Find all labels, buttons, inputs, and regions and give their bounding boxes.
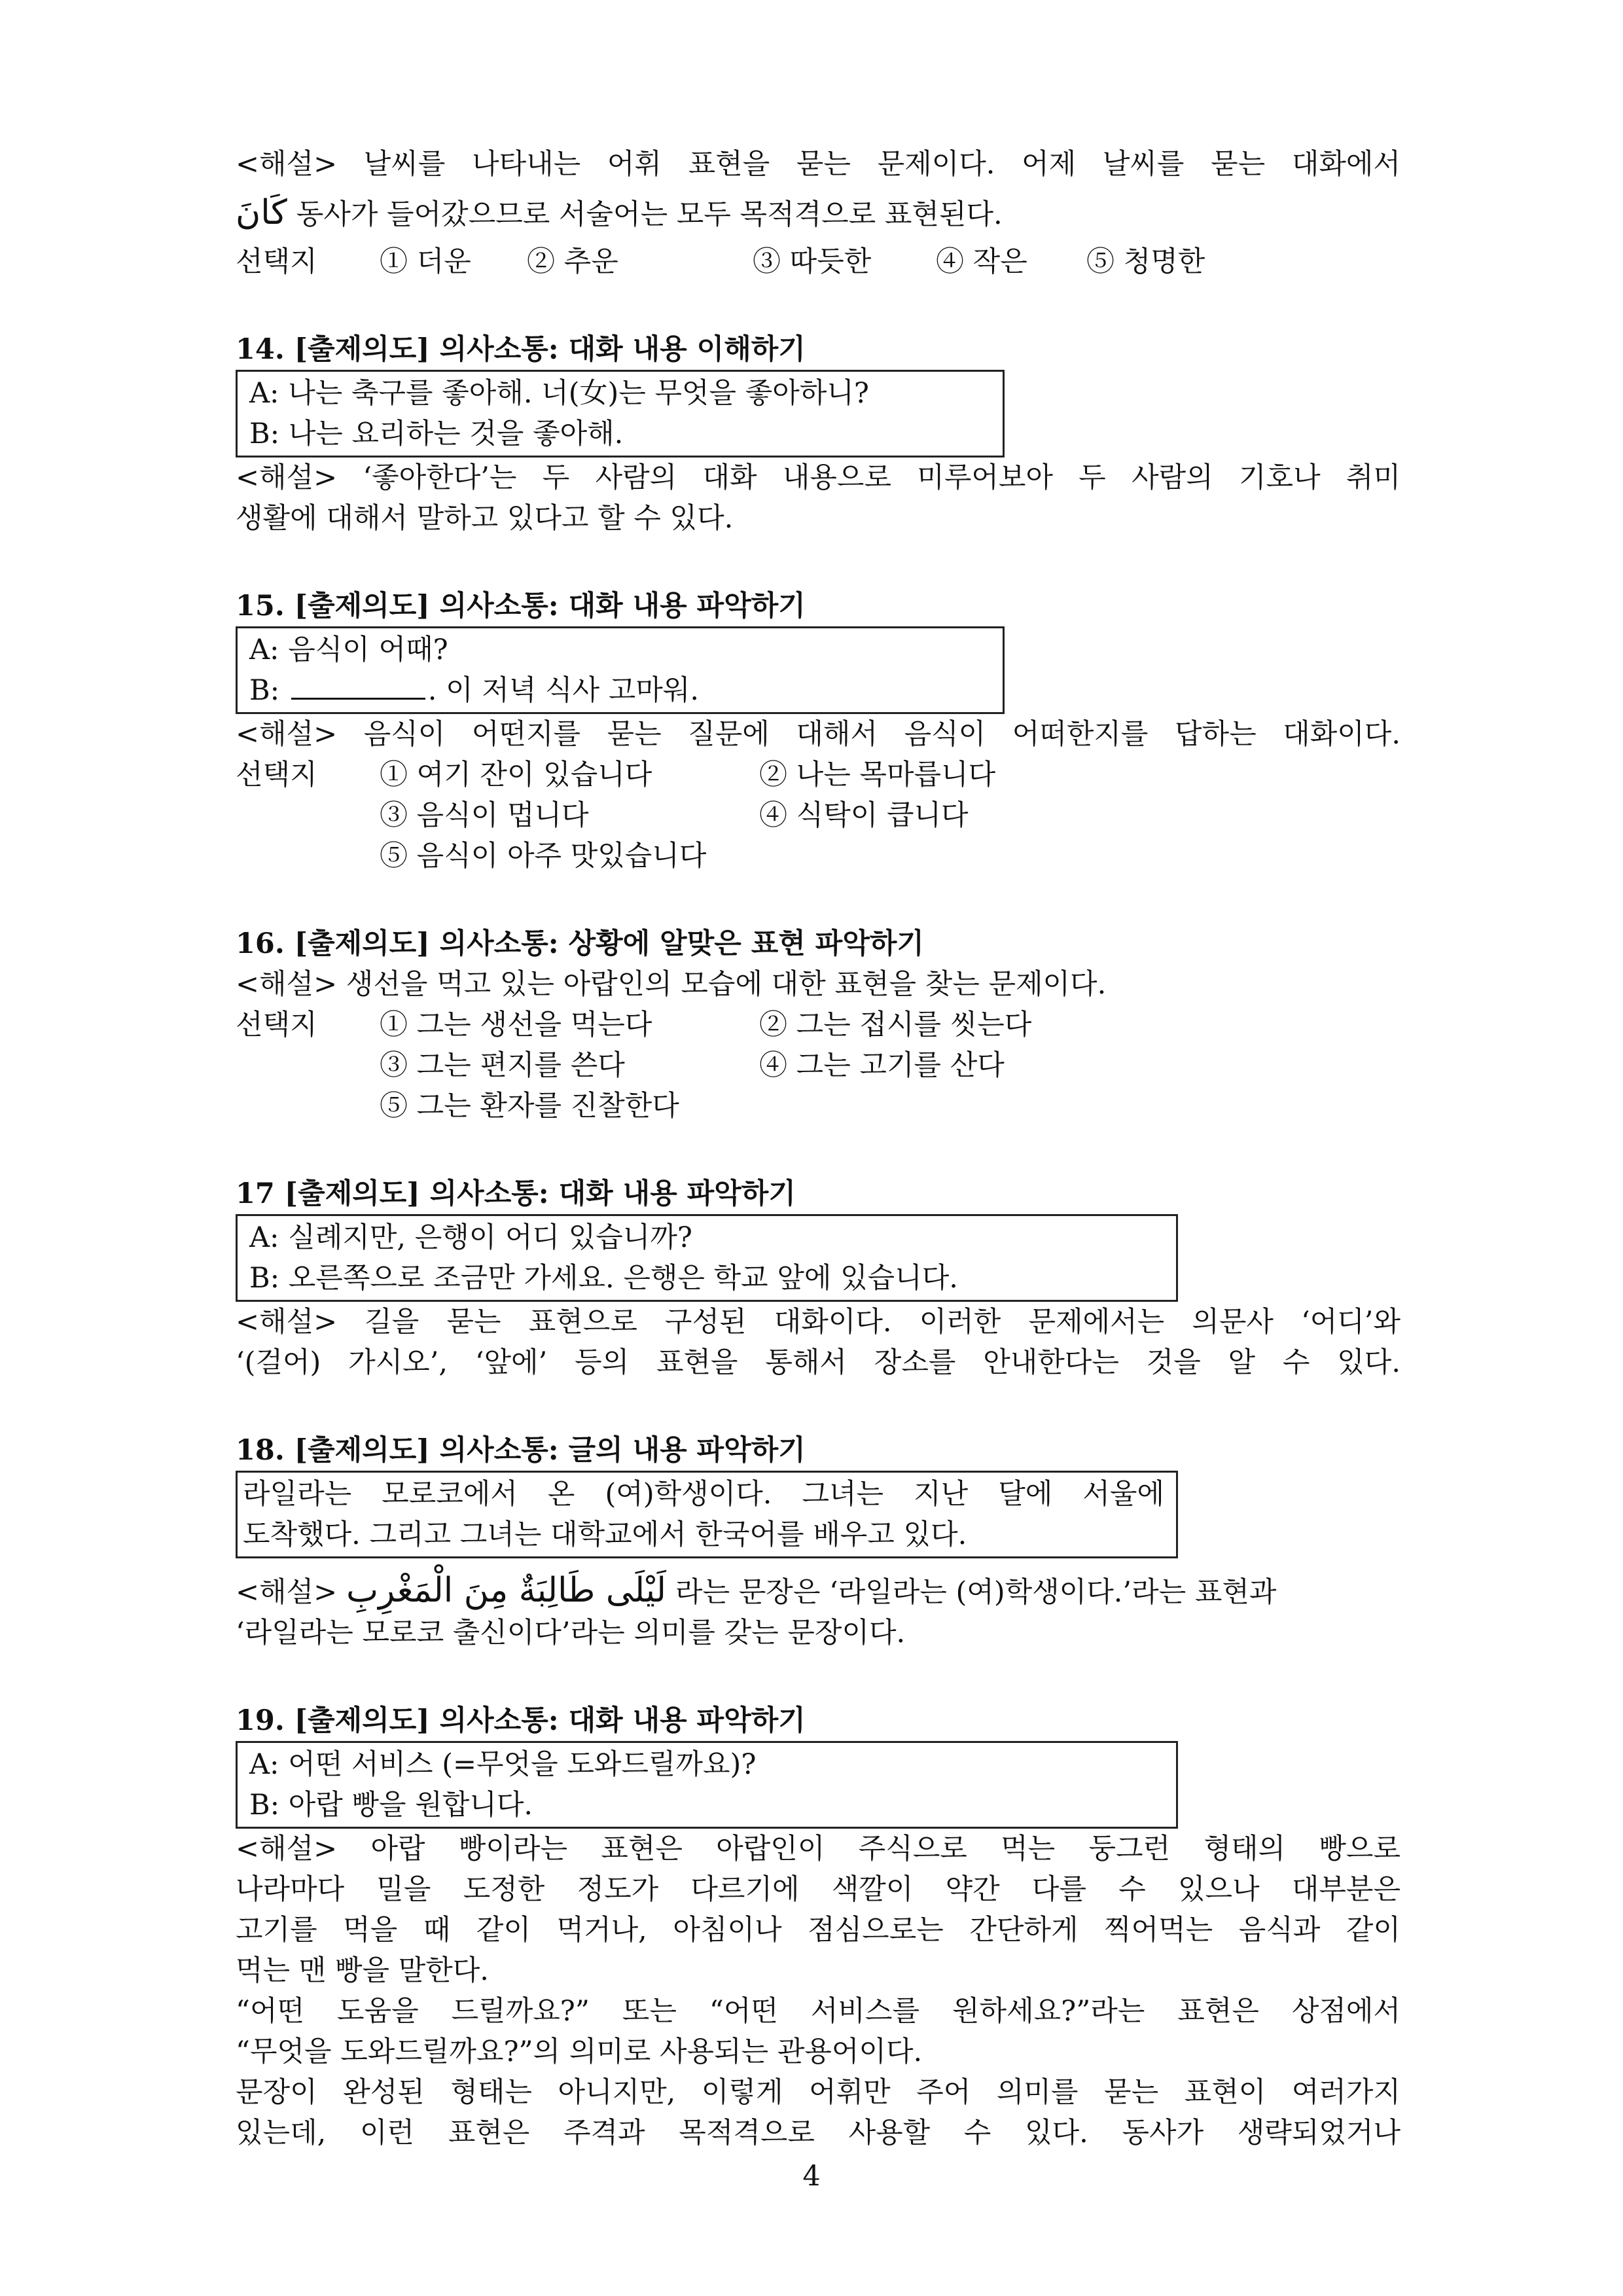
q14-dialogue-box: [236, 370, 1005, 457]
q15-choice-5: ⑤ 음식이 아주 맛있습니다: [380, 840, 707, 872]
q15-dialogue-b-text: . 이 저녁 식사 고마워.: [427, 674, 700, 707]
q18-explanation-line-1: [236, 1570, 1400, 1613]
q15-explanation: <해설> 음식이 어떤지를 묻는 질문에 대해서 음식이 어떠한지를 답하는 대화이다.: [236, 718, 1400, 751]
q16-choices-row-3: [236, 1086, 1400, 1126]
q18-heading: 18. [출제의도] 의사소통: 글의 내용 파악하기: [236, 1434, 806, 1467]
q19-explanation-line-7: 문장이 완성된 형태는 아니지만, 이렇게 어휘만 주어 의미를 묻는 표현이 여러가지: [236, 2076, 1400, 2109]
q16-heading: 16. [출제의도] 의사소통: 상황에 알맞은 표현 파악하기: [236, 927, 924, 960]
q15-dialogue-b: [249, 670, 991, 711]
q14-explanation-line-1: <해설> ‘좋아한다’는 두 사람의 대화 내용으로 미루어보아 두 사람의 기호나 취미: [236, 461, 1400, 494]
q19-explanation-line-4: 먹는 맨 빵을 말한다.: [236, 1954, 489, 1987]
q18-explanation-line-2: ‘라일라는 모로코 출신이다’라는 의미를 갖는 문장이다.: [236, 1617, 906, 1649]
q18-passage-box: [236, 1471, 1178, 1558]
q15-dialogue-box: [236, 626, 1005, 714]
q16-choice-4: ④ 그는 고기를 산다: [759, 1049, 1005, 1082]
q18-passage-line-2: 도착했다. 그리고 그녀는 대학교에서 한국어를 배우고 있다.: [243, 1518, 967, 1551]
q16-choice-2: ② 그는 접시를 씻는다: [759, 1009, 1032, 1041]
q15-choice-2: ② 나는 목마릅니다: [759, 759, 996, 791]
q13-choices-label: 선택지: [236, 245, 317, 278]
q13-choice-4: ④ 작은: [936, 245, 1027, 278]
q18-passage-line-1: 라일라는 모로코에서 온 (여)학생이다. 그녀는 지난 달에 서울에: [243, 1478, 1164, 1511]
q19-dialogue-a: A: 어떤 서비스 (=무엇을 도와드릴까요)?: [249, 1748, 757, 1781]
q15-choice-1: ① 여기 잔이 있습니다: [380, 759, 652, 791]
q19-heading: 19. [출제의도] 의사소통: 대화 내용 파악하기: [236, 1704, 806, 1737]
q19-explanation-line-5: “어떤 도움을 드릴까요?” 또는 “어떤 서비스를 원하세요?”라는 표현은 상점에서: [236, 1995, 1400, 2028]
q15-answer-blank: [291, 672, 425, 700]
q17-dialogue-box: [236, 1214, 1178, 1302]
q13-explanation-line-1: <해설> 날씨를 나타내는 어휘 표현을 묻는 문제이다. 어제 날씨를 묻는 대화에서: [236, 148, 1400, 181]
q15-heading: 15. [출제의도] 의사소통: 대화 내용 파악하기: [236, 590, 806, 622]
q17-dialogue-a: A: 실례지만, 은행이 어디 있습니까?: [249, 1221, 692, 1254]
q16-choices-row-2: [236, 1045, 1400, 1086]
q19-explanation-line-2: 나라마다 밀을 도정한 정도가 다르기에 색깔이 약간 다를 수 있으나 대부분은: [236, 1873, 1400, 1906]
q13-choice-5: ⑤ 청명한: [1086, 245, 1205, 278]
q18-explanation-suffix: 라는 문장은 ‘라일라는 (여)학생이다.’라는 표현과: [675, 1576, 1277, 1609]
q19-explanation-line-1: <해설> 아랍 빵이라는 표현은 아랍인이 주식으로 먹는 둥그런 형태의 빵으로: [236, 1833, 1400, 1865]
q19-dialogue-box: [236, 1741, 1178, 1829]
q15-choices-row-1: [236, 755, 1400, 795]
q13-explanation-line-2: [236, 192, 1400, 235]
q15-choice-4: ④ 식탁이 큽니다: [759, 799, 969, 832]
q14-explanation-line-2: 생활에 대해서 말하고 있다고 할 수 있다.: [236, 502, 734, 535]
q13-choice-1: ① 더운: [380, 245, 471, 278]
q19-dialogue-b: B: 아랍 빵을 원합니다.: [249, 1789, 533, 1821]
q15-choice-3: ③ 음식이 멉니다: [380, 799, 589, 832]
q17-explanation-line-1: <해설> 길을 묻는 표현으로 구성된 대화이다. 이러한 문제에서는 의문사 ‘어디’와: [236, 1306, 1400, 1338]
q13-explanation-text: 동사가 들어갔으므로 서술어는 모두 목적격으로 표현된다.: [296, 198, 1003, 231]
q17-heading: 17 [출제의도] 의사소통: 대화 내용 파악하기: [236, 1177, 796, 1210]
q15-choices-row-3: [236, 836, 1400, 876]
q13-arabic-verb: كَانَ: [236, 193, 287, 232]
q17-dialogue-b: B: 오른쪽으로 조금만 가세요. 은행은 학교 앞에 있습니다.: [249, 1262, 958, 1295]
page-number: 4: [802, 2160, 821, 2193]
q16-choices-row-1: [236, 1005, 1400, 1045]
q14-dialogue-b: B: 나는 요리하는 것을 좋아해.: [249, 418, 624, 450]
q17-explanation-line-2: ‘(걸어) 가시오’, ‘앞에’ 등의 표현을 통해서 장소를 안내한다는 것을 알 수 있다.: [236, 1346, 1400, 1379]
q18-arabic-sentence: لَيْلَى طَالِبَةٌ مِنَ الْمَغْرِبِ: [346, 1571, 666, 1610]
q16-choice-5: ⑤ 그는 환자를 진찰한다: [380, 1090, 679, 1122]
q18-explanation-prefix: <해설>: [236, 1576, 338, 1609]
q16-choice-3: ③ 그는 편지를 쓴다: [380, 1049, 625, 1082]
q16-explanation: <해설> 생선을 먹고 있는 아랍인의 모습에 대한 표현을 찾는 문제이다.: [236, 968, 1107, 1001]
q15-dialogue-b-speaker: B:: [249, 674, 280, 707]
q19-explanation-line-8: 있는데, 이런 표현은 주격과 목적격으로 사용할 수 있다. 동사가 생략되었거나: [236, 2117, 1400, 2149]
q16-choices-label: 선택지: [236, 1009, 317, 1041]
q13-choice-2: ② 추운: [527, 245, 618, 278]
q15-choices-label: 선택지: [236, 759, 317, 791]
q15-choices-row-2: [236, 795, 1400, 836]
q15-dialogue-a: A: 음식이 어때?: [249, 634, 448, 666]
q16-choice-1: ① 그는 생선을 먹는다: [380, 1009, 652, 1041]
page-content: [236, 144, 1400, 2153]
q13-choice-3: ③ 따듯한: [753, 245, 872, 278]
q13-choices: [236, 242, 1400, 282]
q14-heading: 14. [출제의도] 의사소통: 대화 내용 이해하기: [236, 333, 806, 366]
q19-explanation-line-3: 고기를 먹을 때 같이 먹거나, 아침이나 점심으로는 간단하게 찍어먹는 음식과 같이: [236, 1914, 1400, 1946]
q14-dialogue-a: A: 나는 축구를 좋아해. 너(女)는 무엇을 좋아하니?: [249, 377, 869, 410]
q19-explanation-line-6: “무엇을 도와드릴까요?”의 의미로 사용되는 관용어이다.: [236, 2036, 923, 2068]
